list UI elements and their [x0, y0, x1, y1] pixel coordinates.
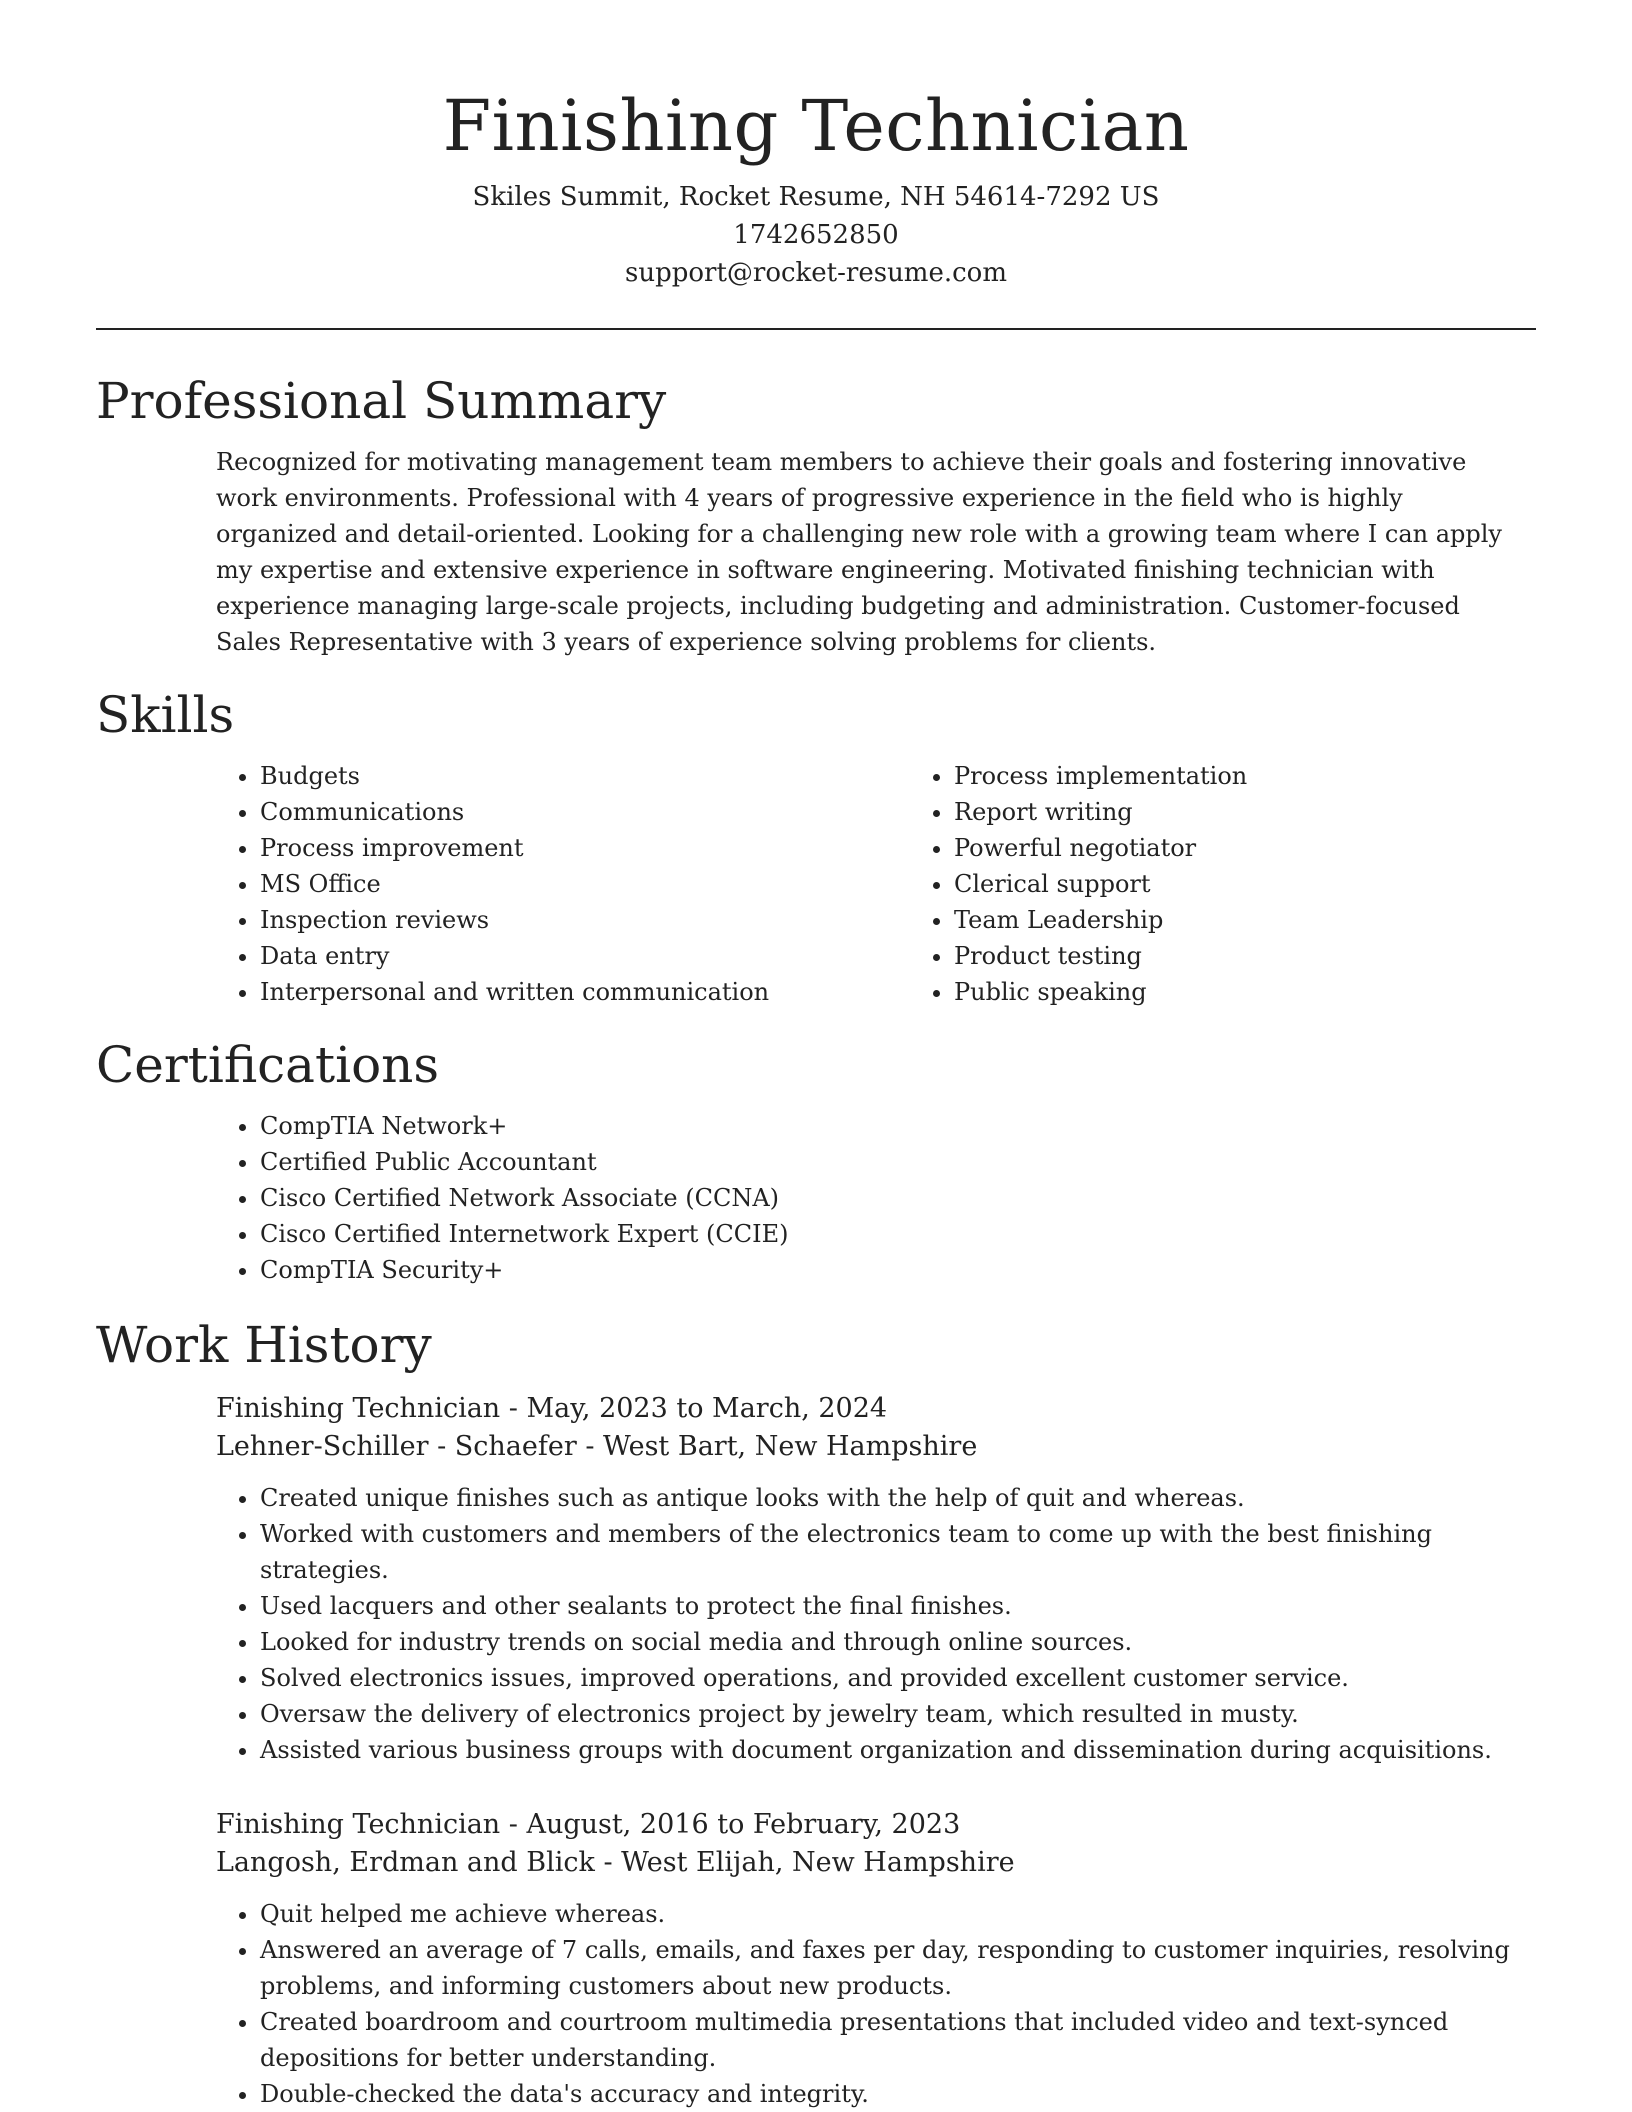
job-company-line [216, 1428, 1536, 1466]
job-bullet: • Answered an average of 7 calls, emails, and faxes per day, responding to customer inquiries, resolving problems, and informing customers about new products. [260, 1932, 1536, 2004]
skill-item: • Report writing [954, 794, 1247, 830]
skill-item: • MS Office [260, 866, 910, 902]
job-title-line [216, 1806, 1536, 1844]
work-history-heading: Work History [96, 1316, 432, 1374]
skill-item: • Process implementation [954, 758, 1247, 794]
skill-item: • Interpersonal and written communication [260, 974, 910, 1010]
job-bullet: • Created boardroom and courtroom multimedia presentations that included video and text-synced depositions for better understanding. [260, 2004, 1536, 2076]
job-bullet-list [216, 1480, 1536, 1768]
skills-columns [216, 758, 1536, 1010]
contact-address: Skiles Summit, Rocket Resume, NH 54614-7292 US [472, 182, 1160, 212]
summary-text: Recognized for motivating management team members to achieve their goals and fostering innovative work environments. Professional with 4 years of progressive experience in the field who is highly organized and detail-oriented. Looking for a challenging new role with a growing team where I can apply my expertise and extensive experience in software engineering. Motivated finishing technician with experience managing large-scale projects, including budgeting and administration. Customer-focused Sales Representative with 3 years of experience solving problems for clients. [216, 448, 1502, 656]
certifications-list [216, 1108, 1536, 1288]
job-position: Finishing Technician [216, 1809, 501, 1840]
skill-item: • Inspection reviews [260, 902, 910, 938]
certifications-heading: Certifications [96, 1036, 440, 1094]
summary-heading: Professional Summary [96, 372, 667, 430]
resume-header [96, 0, 1536, 292]
job-bullet: • Oversaw the delivery of electronics project by jewelry team, which resulted in musty. [260, 1696, 1536, 1732]
job-dates: - May, 2023 to March, 2024 [500, 1393, 888, 1424]
certification-item: • CompTIA Security+ [260, 1252, 1536, 1288]
skill-item: • Clerical support [954, 866, 1247, 902]
skill-item: • Public speaking [954, 974, 1247, 1010]
header-divider [96, 328, 1536, 330]
contact-email[interactable]: support@rocket-resume.com [624, 258, 1007, 288]
job-location: - West Bart, New Hampshire [576, 1431, 978, 1462]
job-bullet: • Quit helped me achieve whereas. [260, 1896, 1536, 1932]
skills-heading: Skills [96, 686, 235, 744]
candidate-name: Finishing Technician [442, 85, 1190, 167]
job-entry [216, 1390, 1536, 1768]
job-entry [216, 1806, 1536, 2112]
certification-item: • Cisco Certified Internetwork Expert (CCIE) [260, 1216, 1536, 1252]
job-bullet: • Solved electronics issues, improved operations, and provided excellent customer service. [260, 1660, 1536, 1696]
contact-info [96, 178, 1536, 292]
contact-phone: 1742652850 [733, 220, 899, 250]
job-company: Langosh, Erdman and Blick [216, 1847, 595, 1878]
job-bullet: • Used lacquers and other sealants to protect the final finishes. [260, 1588, 1536, 1624]
job-bullet-list [216, 1896, 1536, 2112]
job-bullet: • Worked with customers and members of the electronics team to come up with the best finishing strategies. [260, 1516, 1536, 1588]
certification-item: • Cisco Certified Network Associate (CCNA) [260, 1180, 1536, 1216]
job-location: - West Elijah, New Hampshire [594, 1847, 1015, 1878]
job-title-line [216, 1390, 1536, 1428]
skills-list-right [910, 758, 1247, 1010]
job-bullet: • Double-checked the data's accuracy and integrity. [260, 2076, 1536, 2112]
skill-item: • Data entry [260, 938, 910, 974]
skill-item: • Product testing [954, 938, 1247, 974]
job-bullet: • Assisted various business groups with document organization and dissemination during acquisitions. [260, 1732, 1536, 1768]
job-position: Finishing Technician [216, 1393, 501, 1424]
job-bullet: • Created unique finishes such as antique looks with the help of quit and whereas. [260, 1480, 1536, 1516]
job-dates: - August, 2016 to February, 2023 [500, 1809, 961, 1840]
skill-item: • Communications [260, 794, 910, 830]
skills-list-left [216, 758, 910, 1010]
skill-item: • Budgets [260, 758, 910, 794]
skill-item: • Team Leadership [954, 902, 1247, 938]
skill-item: • Process improvement [260, 830, 910, 866]
job-company: Lehner-Schiller - Schaefer [216, 1431, 577, 1462]
resume-page [96, 0, 1536, 2112]
certification-item: • CompTIA Network+ [260, 1108, 1536, 1144]
job-company-line [216, 1844, 1536, 1882]
skill-item: • Powerful negotiator [954, 830, 1247, 866]
job-bullet: • Looked for industry trends on social media and through online sources. [260, 1624, 1536, 1660]
certification-item: • Certified Public Accountant [260, 1144, 1536, 1180]
